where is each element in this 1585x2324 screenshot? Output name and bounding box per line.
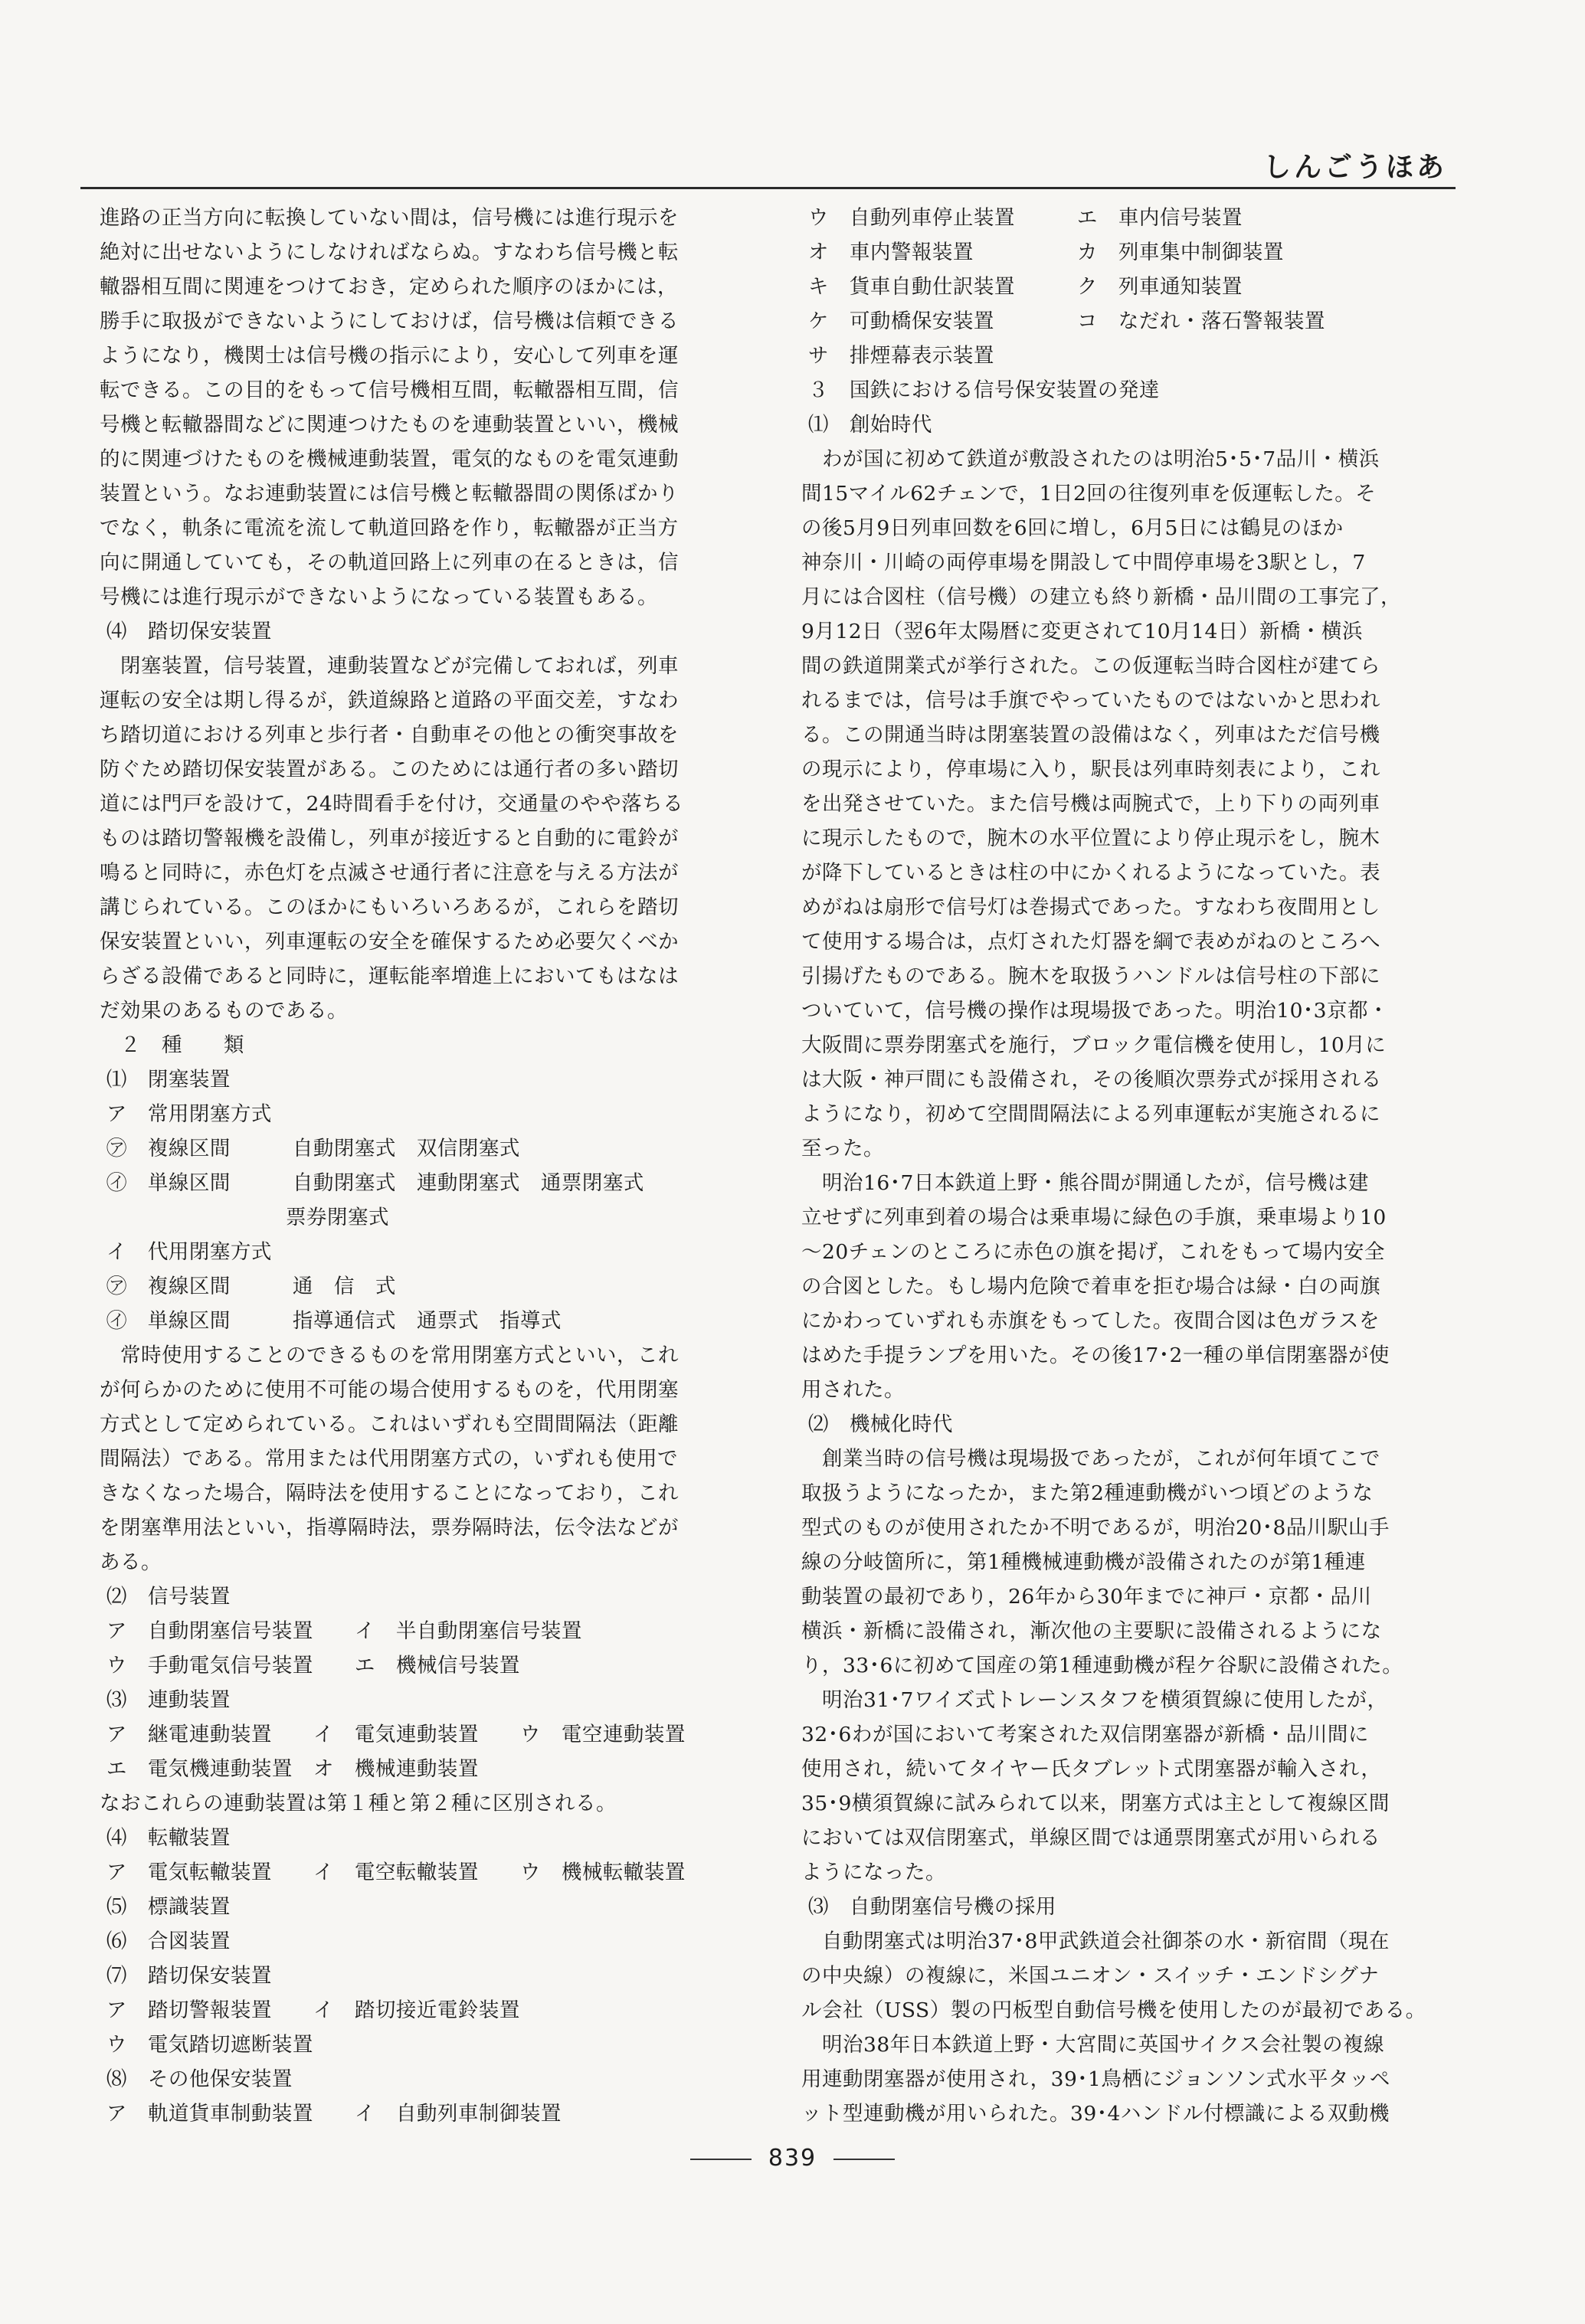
text-line: 型式のものが使用されたか不明であるが，明治20･8品川駅山手 [801, 1516, 1390, 1540]
text-line: ウ 手動電気信号装置 エ 機械信号装置 [100, 1654, 520, 1678]
text-line: ようになった。 [801, 1861, 946, 1884]
text-line: 横浜・新橋に設備され，漸次他の主要駅に設備されるようにな [801, 1619, 1382, 1643]
text-line: ⑷ 踏切保安装置 [100, 620, 272, 643]
footer-dash-left [690, 2159, 752, 2160]
text-line: イ 代用閉塞方式 [100, 1240, 272, 1264]
text-line: めがねは扇形で信号灯は巻揚式であった。すなわち夜間用とし [801, 895, 1380, 919]
text-line: 勝手に取扱ができないようにしておけば，信号機は信頼できる [100, 309, 679, 333]
text-line: オ 車内警報装置 カ 列車集中制御装置 [801, 241, 1284, 264]
footer-dash-right [833, 2159, 895, 2160]
text-line: ア 継電連動装置 イ 電気連動装置 ウ 電空連動装置 [100, 1723, 686, 1746]
text-line: にかわっていずれも赤旗をもってした。夜間合図は色ガラスを [801, 1309, 1380, 1333]
text-line: ア 電気転轍装置 イ 電空転轍装置 ウ 機械転轍装置 [100, 1861, 686, 1884]
text-line: 道には門戸を設けて，24時間看手を付け，交通量のやや落ちる [100, 792, 684, 816]
text-line: 取扱うようになったか，また第2種連動機がいつ頃どのような [801, 1481, 1374, 1505]
text-line: ㋑ 単線区間 指導通信式 通票式 指導式 [100, 1309, 562, 1333]
text-line: れるまでは，信号は手旗でやっていたものではないかと思われ [801, 689, 1380, 712]
text-line: ⑵ 機械化時代 [801, 1412, 953, 1436]
text-line: ア 踏切警報装置 イ 踏切接近電鈴装置 [100, 1998, 520, 2022]
text-line: 立せずに列車到着の場合は乗車場に緑色の手旗，乗車場より10 [801, 1206, 1387, 1229]
text-line: ある。 [100, 1550, 162, 1574]
text-line: エ 電気機連動装置 オ 機械連動装置 [100, 1757, 479, 1781]
text-line: 線の分岐箇所に，第1種機械連動機が設備されたのが第1種連 [801, 1550, 1366, 1574]
text-line: きなくなった場合，隔時法を使用することになっており，これ [100, 1481, 679, 1505]
text-line: はめた手提ランプを用いた。その後17･2一種の単信閉塞器が使 [801, 1344, 1390, 1367]
text-line: ⑻ その他保安装置 [100, 2067, 293, 2091]
text-line: 常時使用することのできるものを常用閉塞方式といい，これ [100, 1344, 679, 1367]
right-column [801, 201, 1460, 2131]
text-line: ㋑ 単線区間 自動閉塞式 連動閉塞式 通票閉塞式 [100, 1171, 644, 1195]
text-line: 防ぐため踏切保安装置がある。このためには通行者の多い踏切 [100, 758, 679, 781]
text-line: り，33･6に初めて国産の第1種連動機が程ケ谷駅に設備された。 [801, 1654, 1403, 1678]
text-line: ㋐ 複線区間 通 信 式 [100, 1275, 396, 1298]
text-line: わが国に初めて鉄道が敷設されたのは明治5･5･7品川・横浜 [801, 447, 1380, 471]
text-line: ア 軌道貨車制動装置 イ 自動列車制御装置 [100, 2102, 562, 2126]
text-line: ア 自動閉塞信号装置 イ 半自動閉塞信号装置 [100, 1619, 582, 1643]
text-line: 引揚げたものである。腕木を取扱うハンドルは信号柱の下部に [801, 964, 1380, 988]
text-line: キ 貨車自動仕訳装置 ク 列車通知装置 [801, 275, 1243, 299]
text-line: ⑷ 転轍装置 [100, 1826, 231, 1850]
text-line: ア 常用閉塞方式 [100, 1102, 272, 1126]
text-line: だ効果のあるものである。 [100, 999, 348, 1023]
text-line: なおこれらの連動装置は第１種と第２種に区別される。 [100, 1792, 617, 1815]
text-line: は大阪・神戸間にも設備され，その後順次票券式が採用される [801, 1068, 1382, 1092]
text-line: ⑸ 標識装置 [100, 1895, 231, 1919]
text-line: を出発させていた。また信号機は両腕式で，上り下りの両列車 [801, 792, 1380, 816]
text-line: ⑶ 自動閉塞信号機の採用 [801, 1895, 1056, 1919]
text-line: の合図とした。もし場内危険で着車を拒む場合は緑・白の両旗 [801, 1275, 1380, 1298]
text-line: 35･9横須賀線に試みられて以来，閉塞方式は主として複線区間 [801, 1792, 1390, 1815]
page-number: 839 [768, 2145, 817, 2172]
text-line: 用された。 [801, 1378, 905, 1402]
text-line: ようになり，初めて空間間隔法による列車運転が実施されるに [801, 1102, 1380, 1126]
text-line: 轍器相互間に関連をつけておき，定められた順序のほかには， [100, 275, 678, 299]
text-line: 間15マイル62チェンで，1日2回の往復列車を仮運転した。そ [801, 482, 1377, 506]
text-line: ち踏切道における列車と歩行者・自動車その他との衝突事故を [100, 723, 679, 747]
text-line: 講じられている。このほかにもいろいろあるが，これらを踏切 [100, 895, 679, 919]
text-line: ものは踏切警報機を設備し，列車が接近すると自動的に電鈴が [100, 826, 679, 850]
text-line: 進路の正当方向に転換していない間は，信号機には進行現示を [100, 206, 679, 230]
text-line: ル会社（USS）製の円板型自動信号機を使用したのが最初である。 [801, 1998, 1426, 2022]
text-line: においては双信閉塞式，単線区間では通票閉塞式が用いられる [801, 1826, 1380, 1850]
text-line: 自動閉塞式は明治37･8甲武鉄道会社御茶の水・新宿間（現在 [801, 1930, 1390, 1953]
left-column [100, 201, 751, 2131]
text-line: ⑴ 閉塞装置 [100, 1068, 231, 1092]
text-line: 明治38年日本鉄道上野・大宮間に英国サイクス会社製の複線 [801, 2033, 1385, 2057]
text-line: 転できる。この目的をもって信号機相互間，転轍器相互間，信 [100, 378, 679, 402]
text-line: 保安装置といい，列車運転の安全を確保するため必要欠くべか [100, 930, 679, 954]
text-line: 明治31･7ワイズ式トレーンスタフを横須賀線に使用したが， [801, 1688, 1388, 1712]
text-line: 方式として定められている。これはいずれも空間間隔法（距離 [100, 1412, 679, 1436]
text-line: ケ 可動橋保安装置 コ なだれ・落石警報装置 [801, 309, 1325, 333]
text-line: ⑺ 踏切保安装置 [100, 1964, 272, 1988]
text-line: る。この開通当時は閉塞装置の設備はなく，列車はただ信号機 [801, 723, 1380, 747]
text-line: 9月12日（翌6年太陽暦に変更されて10月14日）新橋・横浜 [801, 620, 1363, 643]
text-line: 票券閉塞式 [100, 1206, 389, 1229]
text-line: ウ 電気踏切遮断装置 [100, 2033, 313, 2057]
text-line: 的に関連づけたものを機械連動装置，電気的なものを電気連動 [100, 447, 679, 471]
text-line: ット型連動機が用いられた。39･4ハンドル付標識による双動機 [801, 2102, 1390, 2126]
text-line: 創業当時の信号機は現場扱であったが，これが何年頃てこで [801, 1447, 1380, 1471]
text-line: ３ 国鉄における信号保安装置の発達 [801, 378, 1160, 402]
text-line: て使用する場合は，点灯された灯器を綱で表めがねのところへ [801, 930, 1380, 954]
text-line: ⑶ 連動装置 [100, 1688, 231, 1712]
text-line: ㋐ 複線区間 自動閉塞式 双信閉塞式 [100, 1137, 520, 1160]
text-line: 用連動閉塞器が使用され，39･1鳥栖にジョンソン式水平タッペ [801, 2067, 1390, 2091]
text-line: ようになり，機関士は信号機の指示により，安心して列車を運 [100, 344, 679, 368]
text-line: に現示したもので，腕木の水平位置により停止現示をし，腕木 [801, 826, 1380, 850]
text-line: 大阪間に票券閉塞式を施行，ブロック電信機を使用し，10月に [801, 1033, 1387, 1057]
running-header: しんごうほあ [1262, 152, 1447, 183]
text-line: 絶対に出せないようにしなければならぬ。すなわち信号機と転 [100, 241, 679, 264]
text-line: 使用され，続いてタイヤー氏タブレット式閉塞器が輸入され， [801, 1757, 1382, 1781]
text-line: ⑴ 創始時代 [801, 413, 932, 437]
text-line: が降下しているときは柱の中にかくれるようになっていた。表 [801, 861, 1380, 885]
text-line: の中央線）の複線に，米国ユニオン・スイッチ・エンドシグナ [801, 1964, 1380, 1988]
text-line: 間隔法）である。常用または代用閉塞方式の，いずれも使用で [100, 1447, 678, 1471]
text-line: ウ 自動列車停止装置 エ 車内信号装置 [801, 206, 1243, 230]
text-line: サ 排煙幕表示装置 [801, 344, 994, 368]
text-line: 鳴ると同時に，赤色灯を点滅させ通行者に注意を与える方法が [100, 861, 679, 885]
text-line: 月には合図柱（信号機）の建立も終り新橋・品川間の工事完了， [801, 585, 1401, 609]
text-line: 閉塞装置，信号装置，連動装置などが完備しておれば，列車 [100, 654, 679, 678]
text-line: 号機と転轍器間などに関連つけたものを連動装置といい，機械 [100, 413, 679, 437]
text-line: らざる設備であると同時に，運転能率増進上においてもはなは [100, 964, 679, 988]
text-line: 向に開通していても，その軌道回路上に列車の在るときは，信 [100, 551, 679, 574]
text-line: 神奈川・川崎の両停車場を開設して中間停車場を3駅とし，7 [801, 551, 1366, 574]
text-line: 動装置の最初であり，26年から30年までに神戸・京都・品川 [801, 1585, 1372, 1609]
text-line: 間の鉄道開業式が挙行された。この仮運転当時合図柱が建てら [801, 654, 1380, 678]
text-line: の現示により，停車場に入り，駅長は列車時刻表により，これ [801, 758, 1380, 781]
text-line: 号機には進行現示ができないようになっている装置もある。 [100, 585, 658, 609]
text-line: 運転の安全は期し得るが，鉄道線路と道路の平面交差，すなわ [100, 689, 679, 712]
text-line: を閉塞準用法といい，指導隔時法，票券隔時法，伝令法などが [100, 1516, 679, 1540]
text-line: ついていて，信号機の操作は現場扱であった。明治10･3京都・ [801, 999, 1390, 1023]
text-line: が何らかのために使用不可能の場合使用するものを，代用閉塞 [100, 1378, 679, 1402]
text-line: 32･6わが国において考案された双信閉塞器が新橋・品川間に [801, 1723, 1369, 1746]
text-line: 至った。 [801, 1137, 884, 1160]
text-line: ２ 種 類 [100, 1033, 244, 1057]
text-line: でなく，軌条に電流を流して軌道回路を作り，転轍器が正当方 [100, 516, 679, 540]
header-rule [80, 187, 1456, 189]
text-line: ⑵ 信号装置 [100, 1585, 231, 1609]
page-number-footer [0, 2145, 1585, 2172]
text-line: ～20チェンのところに赤色の旗を掲げ，これをもって場内安全 [801, 1240, 1385, 1264]
text-line: 装置という。なお連動装置には信号機と転轍器間の関係ばかり [100, 482, 679, 506]
text-line: の後5月9日列車回数を6回に増し，6月5日には鶴見のほか [801, 516, 1344, 540]
text-line: 明治16･7日本鉄道上野・熊谷間が開通したが，信号機は建 [801, 1171, 1369, 1195]
text-line: ⑹ 合図装置 [100, 1930, 231, 1953]
